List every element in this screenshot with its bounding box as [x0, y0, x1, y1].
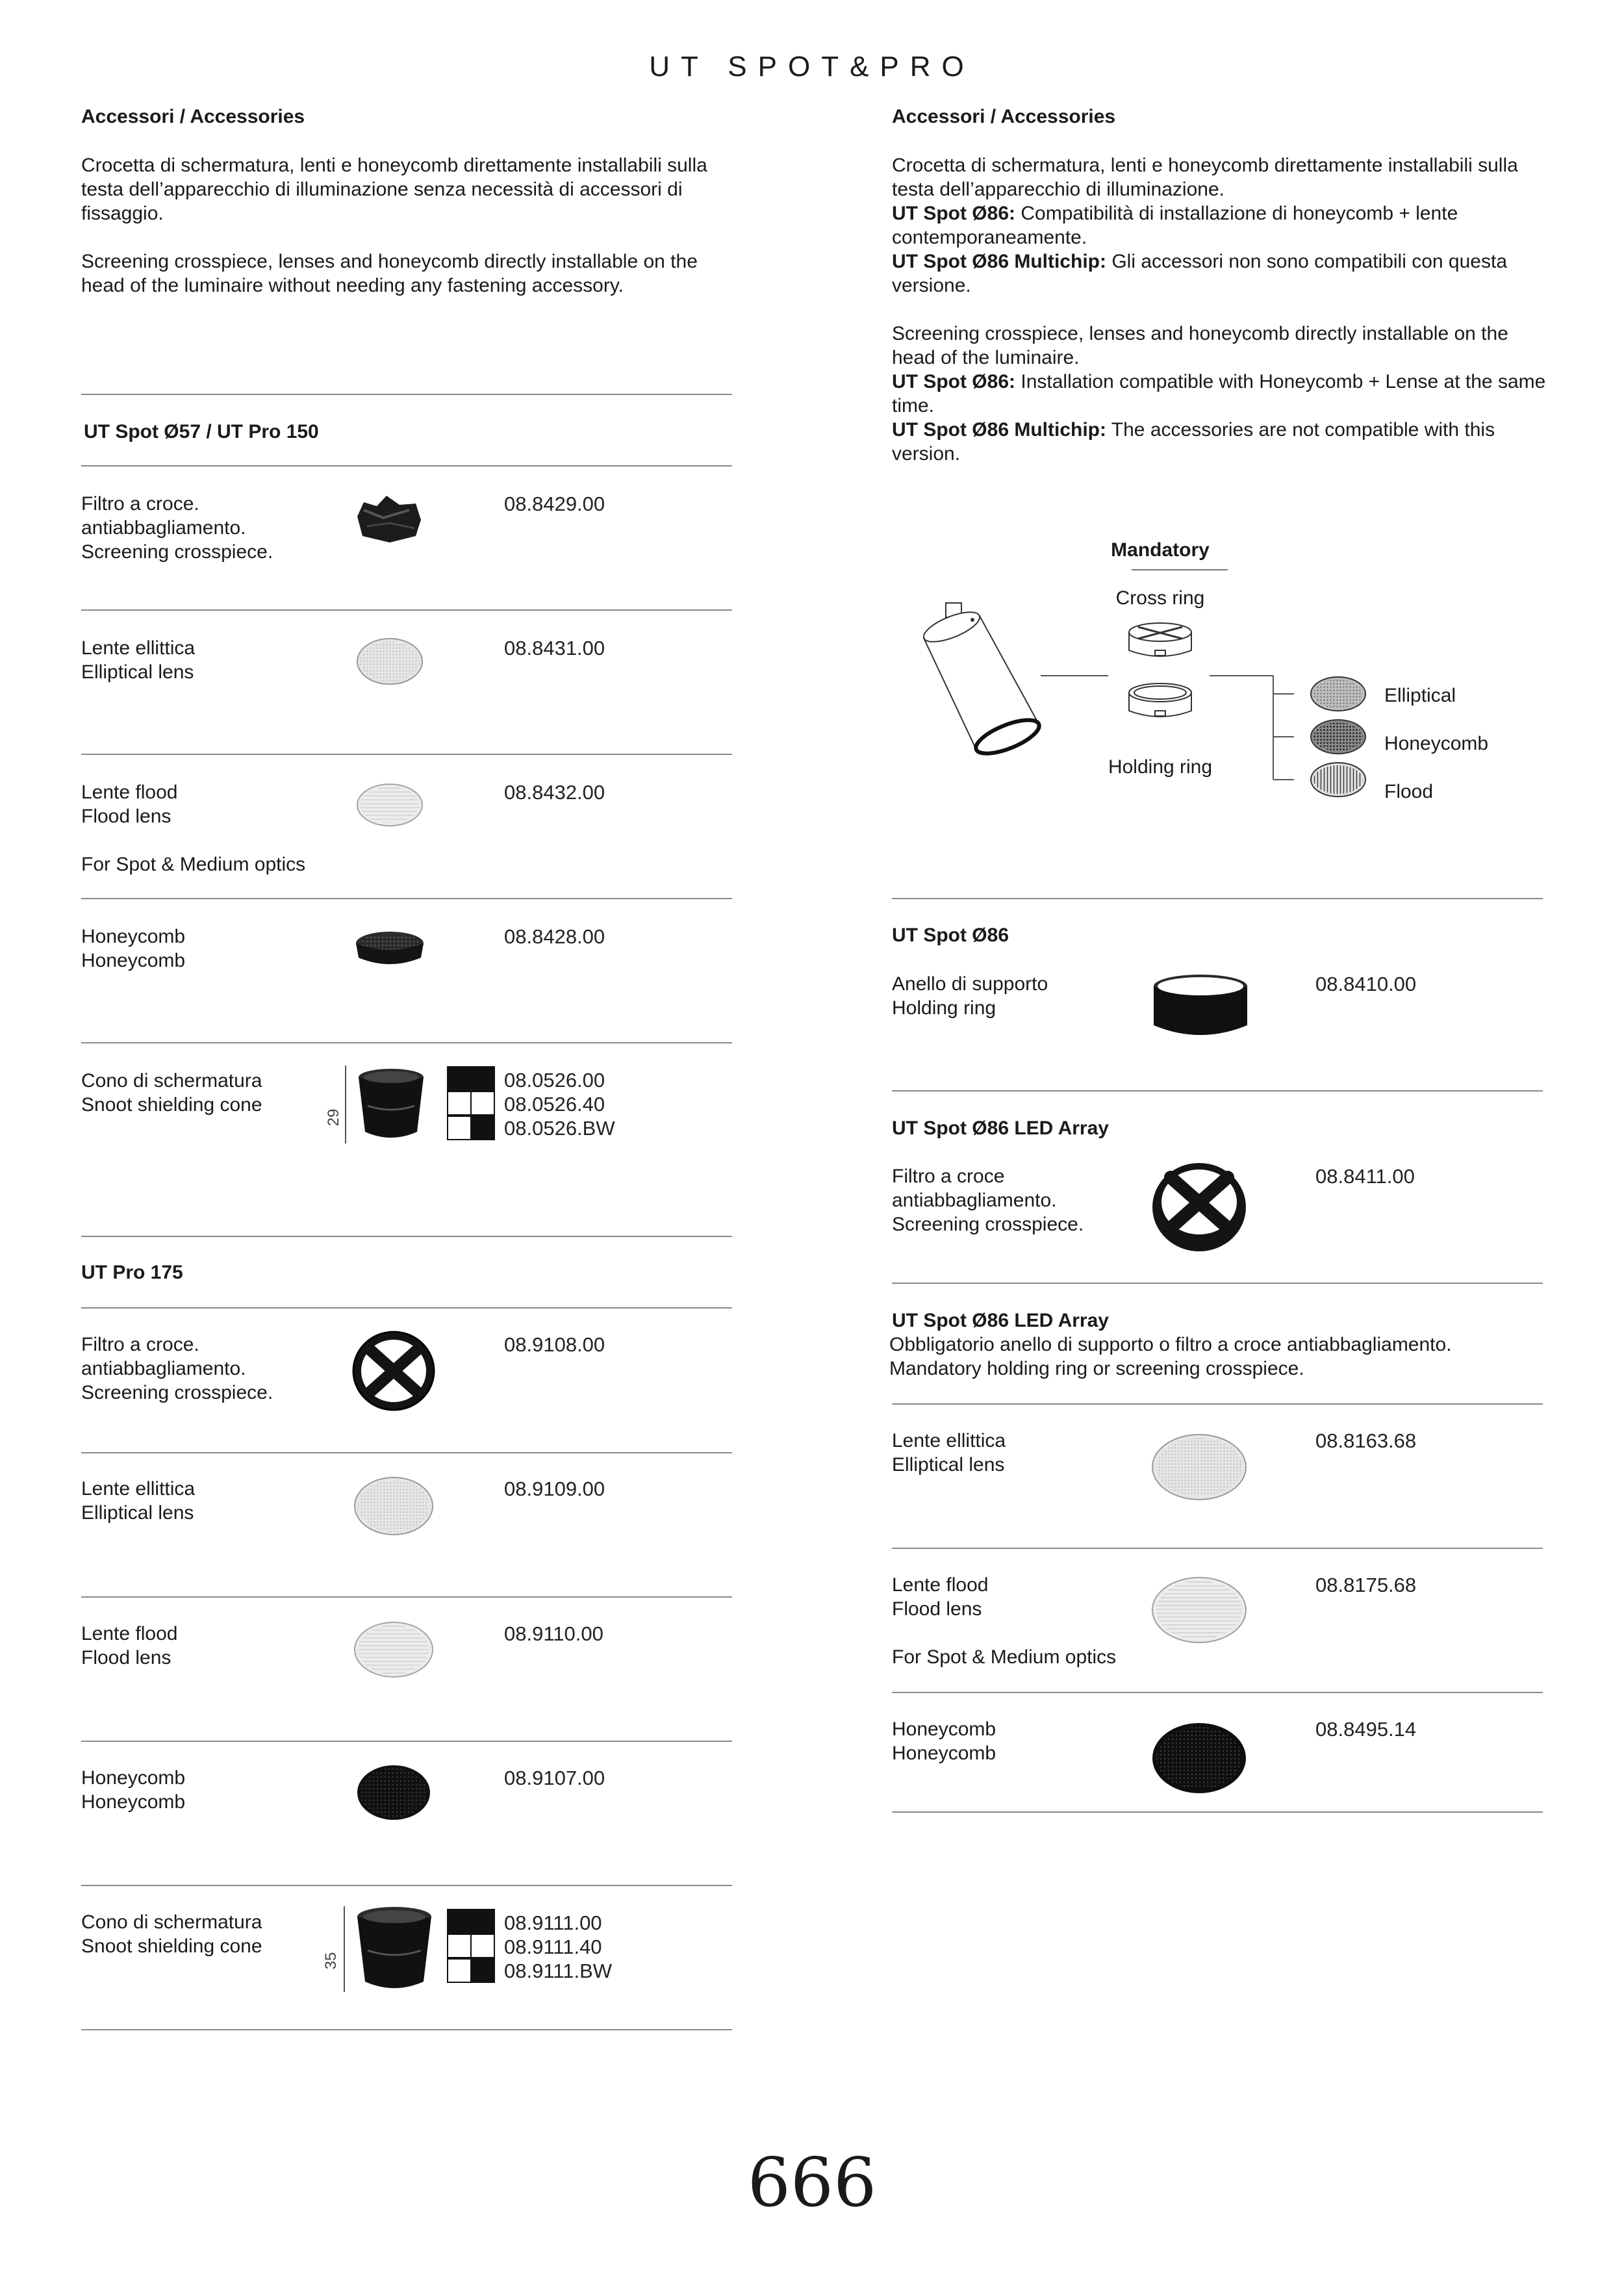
product-code: 08.9110.00 [504, 1622, 603, 1645]
item-label-en: Screening crosspiece. [892, 1214, 1084, 1235]
left-intro-it: Crocetta di schermatura, lenti e honeycomb direttamente installabili sulla testa dell’apparecchio di illuminazione senza necessità di accessori di fissaggio. [81, 155, 707, 224]
product-code: 08.8432.00 [504, 781, 605, 804]
divider [81, 898, 732, 899]
divider [1132, 569, 1228, 570]
left-heading: Accessori / Accessories [81, 106, 305, 127]
diagram-elliptical-label: Elliptical [1384, 685, 1456, 706]
honeycomb-icon [1310, 719, 1367, 755]
divider [892, 1548, 1543, 1549]
item-label-it: Lente flood [892, 1574, 989, 1596]
cross-ring-icon [1124, 620, 1197, 667]
item-label-it: Filtro a croce [892, 1166, 1005, 1187]
item-label-it: Lente flood [81, 782, 178, 803]
item-label-en: Flood lens [81, 1647, 171, 1668]
item-label-it: Cono di schermatura [81, 1070, 262, 1092]
item-label-en: Elliptical lens [81, 661, 194, 683]
crosspiece-icon [1151, 1162, 1247, 1253]
item-label-en: Honeycomb [892, 1743, 996, 1764]
item-label-it: Filtro a croce. [81, 493, 199, 515]
divider [892, 1692, 1543, 1693]
divider [81, 1741, 732, 1742]
item-label-it: Lente ellittica [892, 1430, 1006, 1451]
left-intro-en: Screening crosspiece, lenses and honeycomb directly installable on the head of the luminaire without needing any fastening accessory. [81, 251, 698, 296]
section-title-spot57: UT Spot Ø57 / UT Pro 150 [84, 421, 319, 442]
divider [81, 394, 732, 395]
diagram-mandatory-label: Mandatory [1111, 539, 1210, 561]
color-swatches [447, 1066, 495, 1140]
divider [892, 1403, 1543, 1405]
right-intro-en: Screening crosspiece, lenses and honeycomb directly installable on the head of the luminaire. UT Spot Ø86: Installation compatible with Honeycomb + Lense at the same time. UT Spot Ø86 Multichip: The accessories are not compatible with this version. [892, 323, 1546, 465]
diagram-honeycomb-label: Honeycomb [1384, 733, 1489, 754]
honeycomb-icon [353, 928, 426, 969]
item-label-en: Screening crosspiece. [81, 1382, 273, 1403]
section-note-it: Obbligatorio anello di supporto o filtro a croce antiabbagliamento. [889, 1334, 1452, 1355]
divider [892, 1090, 1543, 1092]
product-code: 08.0526.00 [504, 1069, 605, 1092]
elliptical-lens-icon [356, 637, 424, 686]
item-label-en: Elliptical lens [81, 1502, 194, 1524]
product-code: 08.9108.00 [504, 1333, 605, 1356]
product-code: 08.8431.00 [504, 637, 605, 659]
holding-ring-icon [1124, 681, 1197, 728]
item-note: For Spot & Medium optics [892, 1646, 1117, 1668]
elliptical-lens-icon [1151, 1433, 1247, 1501]
section-title-led-array: UT Spot Ø86 LED Array [892, 1310, 1109, 1331]
flood-lens-icon [356, 782, 424, 828]
product-code: 08.9111.BW [504, 1960, 613, 1982]
dimension-label: 35 [322, 1952, 340, 1970]
honeycomb-icon [356, 1763, 431, 1822]
divider [81, 754, 732, 755]
divider [81, 2029, 732, 2030]
item-label-en: Holding ring [892, 997, 996, 1019]
item-label-en: Snoot shielding cone [81, 1935, 262, 1957]
flood-lens-icon [1310, 761, 1367, 798]
item-label-it: Honeycomb [81, 1767, 186, 1789]
color-swatches [447, 1909, 495, 1983]
product-code: 08.9111.40 [504, 1935, 602, 1958]
flood-lens-icon [353, 1620, 434, 1679]
item-label-it: Cono di schermatura [81, 1911, 262, 1933]
item-label-en: Honeycomb [81, 950, 186, 971]
honeycomb-icon [1151, 1722, 1247, 1795]
product-code: 08.8410.00 [1315, 973, 1417, 995]
divider [81, 1307, 732, 1309]
item-label: antiabbagliamento. [81, 1358, 246, 1379]
divider [81, 465, 732, 466]
section-title-led-array: UT Spot Ø86 LED Array [892, 1118, 1109, 1139]
item-label-en: Snoot shielding cone [81, 1094, 262, 1116]
item-label: antiabbagliamento. [892, 1190, 1057, 1211]
section-note-en: Mandatory holding ring or screening crosspiece. [889, 1358, 1304, 1379]
item-label-en: Screening crosspiece. [81, 541, 273, 563]
page-number: 666 [747, 2143, 877, 2222]
page-title: UT SPOT&PRO [649, 51, 975, 83]
item-label-en: Elliptical lens [892, 1454, 1005, 1476]
item-label-it: Lente ellittica [81, 637, 196, 659]
snoot-cone-icon [355, 1905, 434, 1996]
divider [81, 1885, 732, 1886]
section-title-pro175: UT Pro 175 [81, 1262, 183, 1283]
divider [892, 898, 1543, 899]
item-label-it: Filtro a croce. [81, 1334, 199, 1355]
divider [81, 1042, 732, 1043]
crosspiece-icon [351, 1329, 437, 1412]
right-intro-it: Crocetta di schermatura, lenti e honeycomb direttamente installabili sulla testa dell’apparecchio di illuminazione. UT Spot Ø86: Compatibilità di installazione di honeycomb + lente contemporaneamente. UT Spot Ø86 Multichip: Gli accessori non sono compatibili con questa versione. [892, 155, 1518, 296]
product-code: 08.9111.00 [504, 1911, 602, 1934]
product-code: 08.9107.00 [504, 1767, 605, 1789]
crosspiece-icon [351, 491, 429, 549]
diagram-cross-ring-label: Cross ring [1115, 587, 1205, 609]
luminaire-drawing [909, 598, 1052, 780]
divider [81, 1236, 732, 1237]
product-code: 08.8428.00 [504, 925, 605, 948]
product-code: 08.8175.68 [1315, 1574, 1417, 1596]
product-code: 08.0526.BW [504, 1117, 615, 1140]
product-code: 08.0526.40 [504, 1093, 605, 1116]
item-label: antiabbagliamento. [81, 517, 246, 539]
divider [81, 609, 732, 611]
elliptical-lens-icon [1310, 676, 1367, 712]
holding-ring-icon [1151, 972, 1250, 1045]
flood-lens-icon [1151, 1576, 1247, 1644]
right-heading: Accessori / Accessories [892, 106, 1116, 127]
product-code: 08.8429.00 [504, 492, 605, 515]
item-label-en: Honeycomb [81, 1791, 186, 1813]
product-code: 08.8411.00 [1315, 1165, 1415, 1188]
item-label-it: Lente flood [81, 1623, 178, 1644]
item-label-en: Flood lens [892, 1598, 982, 1620]
product-code: 08.8163.68 [1315, 1429, 1417, 1452]
item-note: For Spot & Medium optics [81, 854, 306, 875]
product-code: 08.8495.14 [1315, 1718, 1417, 1741]
dimension-label: 29 [325, 1108, 342, 1127]
divider [81, 1452, 732, 1453]
item-label-it: Anello di supporto [892, 973, 1048, 995]
section-title-spot86: UT Spot Ø86 [892, 925, 1009, 946]
elliptical-lens-icon [353, 1475, 434, 1537]
product-code: 08.9109.00 [504, 1477, 605, 1500]
diagram-flood-label: Flood [1384, 781, 1434, 802]
item-label-en: Flood lens [81, 806, 171, 827]
snoot-cone-icon [356, 1067, 426, 1145]
dimension-line [344, 1066, 347, 1143]
divider [892, 1811, 1543, 1813]
dimension-line [343, 1906, 346, 1992]
diagram-holding-ring-label: Holding ring [1108, 756, 1213, 778]
item-label-it: Lente ellittica [81, 1478, 196, 1500]
divider [892, 1283, 1543, 1284]
item-label-it: Honeycomb [81, 926, 186, 947]
item-label-it: Honeycomb [892, 1718, 996, 1740]
divider [81, 1596, 732, 1598]
